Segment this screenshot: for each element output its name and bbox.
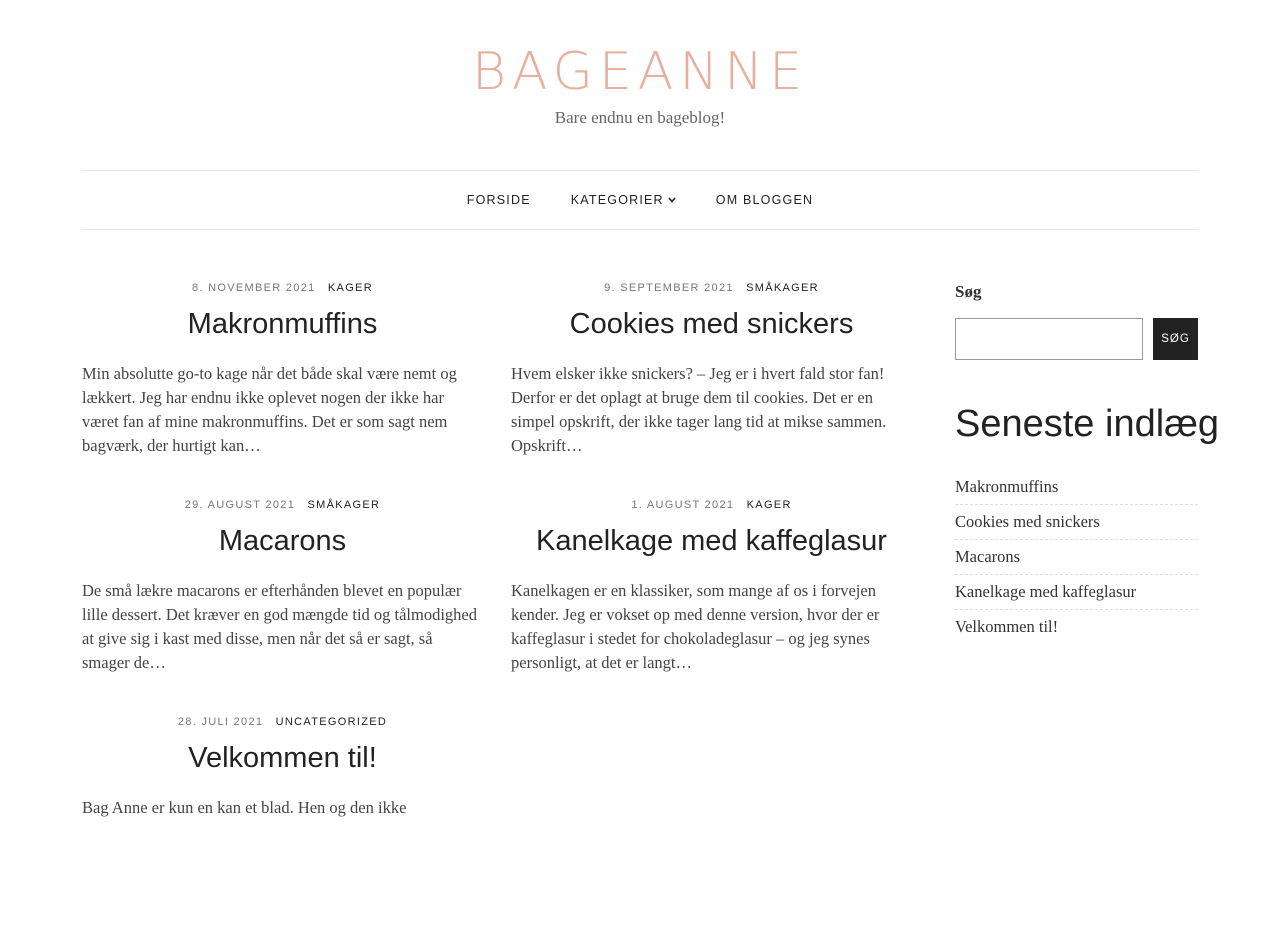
post-date: 28. JULI 2021 [177,716,264,728]
site-header [0,0,1280,129]
post-meta [82,278,483,298]
post-card [511,278,912,495]
sidebar [955,278,1220,644]
post-title-link[interactable]: Macarons [218,525,347,557]
post-title-link[interactable]: Kanelkage med kaffeglasur [536,525,887,557]
recent-posts-list [955,470,1198,644]
nav-item-forside[interactable] [467,193,531,207]
post-category-link[interactable]: KAGER [746,499,792,511]
post-meta [82,712,483,732]
nav-item-label: OM BLOGGEN [715,193,814,207]
recent-post-link[interactable]: Cookies med snickers [955,505,1198,540]
post-category-link[interactable]: KAGER [327,282,373,294]
post-excerpt: Min absolutte go-to kage når det både skal være nemt og lækkert. Jeg har endnu ikke oplevet nogen der ikke har været fan af mine makronmuffins. Det er som sagt nem bagværk, der hurtigt kan… [82,364,457,455]
recent-post-link[interactable]: Macarons [955,540,1198,575]
post-title-link[interactable]: Velkommen til! [188,742,377,774]
post-date: 1. AUGUST 2021 [631,499,735,511]
nav-item-om-bloggen[interactable] [716,193,813,207]
search-button[interactable]: SØG [1153,318,1198,360]
recent-post-link[interactable]: Makronmuffins [955,470,1198,505]
site-tagline: Bare endnu en bageblog! [554,108,726,127]
post-list [82,278,912,929]
chevron-down-icon [668,195,676,205]
site-title[interactable]: BAGEANNE [471,42,809,102]
post-category-link[interactable]: SMÅKAGER [307,499,381,511]
post-excerpt: Hvem elsker ikke snickers? – Jeg er i hvert fald stor fan! Derfor er det oplagt at bruge dem til cookies. Det er en simpel opskrift, der ikke tager lang tid at mikse sammen. Opskrift… [511,364,887,455]
post-excerpt: Kanelkagen er en klassiker, som mange af os i forvejen kender. Jeg er vokset op med denne version, hvor der er kaffeglasur i stedet for chokoladeglasur – og jeg synes personligt, at det er langt… [511,581,880,672]
post-meta [511,495,912,515]
main-navigation [82,170,1198,230]
post-card [82,495,483,712]
post-card [82,278,483,495]
search-input[interactable] [955,318,1143,360]
post-title-link[interactable]: Cookies med snickers [569,308,854,340]
post-excerpt: De små lækre macarons er efterhånden blevet en populær lille dessert. Det kræver en god mængde tid og tålmodighed at give sig i kast med disse, men når det så er sagt, så smager de… [82,581,478,672]
recent-post-link[interactable]: Velkommen til! [955,617,1059,636]
search-heading: Søg [955,282,982,301]
search-form [955,318,1198,360]
post-excerpt: Bag Anne er kun en kan et blad. Hen og den ikke [82,798,407,817]
nav-item-label: FORSIDE [466,193,531,207]
post-date: 8. NOVEMBER 2021 [192,282,316,294]
post-card [82,712,483,929]
post-meta [82,495,483,515]
post-date: 9. SEPTEMBER 2021 [604,282,734,294]
post-date: 29. AUGUST 2021 [184,499,296,511]
nav-item-label: KATEGORIER [570,193,664,207]
recent-post-link[interactable]: Kanelkage med kaffeglasur [955,575,1198,610]
post-card [511,495,912,712]
post-category-link[interactable]: UNCATEGORIZED [275,716,388,728]
post-category-link[interactable]: SMÅKAGER [746,282,819,294]
post-meta [511,278,912,298]
nav-item-kategorier[interactable] [571,193,676,207]
recent-posts-heading: Seneste indlæg [955,403,1220,445]
post-title-link[interactable]: Makronmuffins [187,308,378,340]
